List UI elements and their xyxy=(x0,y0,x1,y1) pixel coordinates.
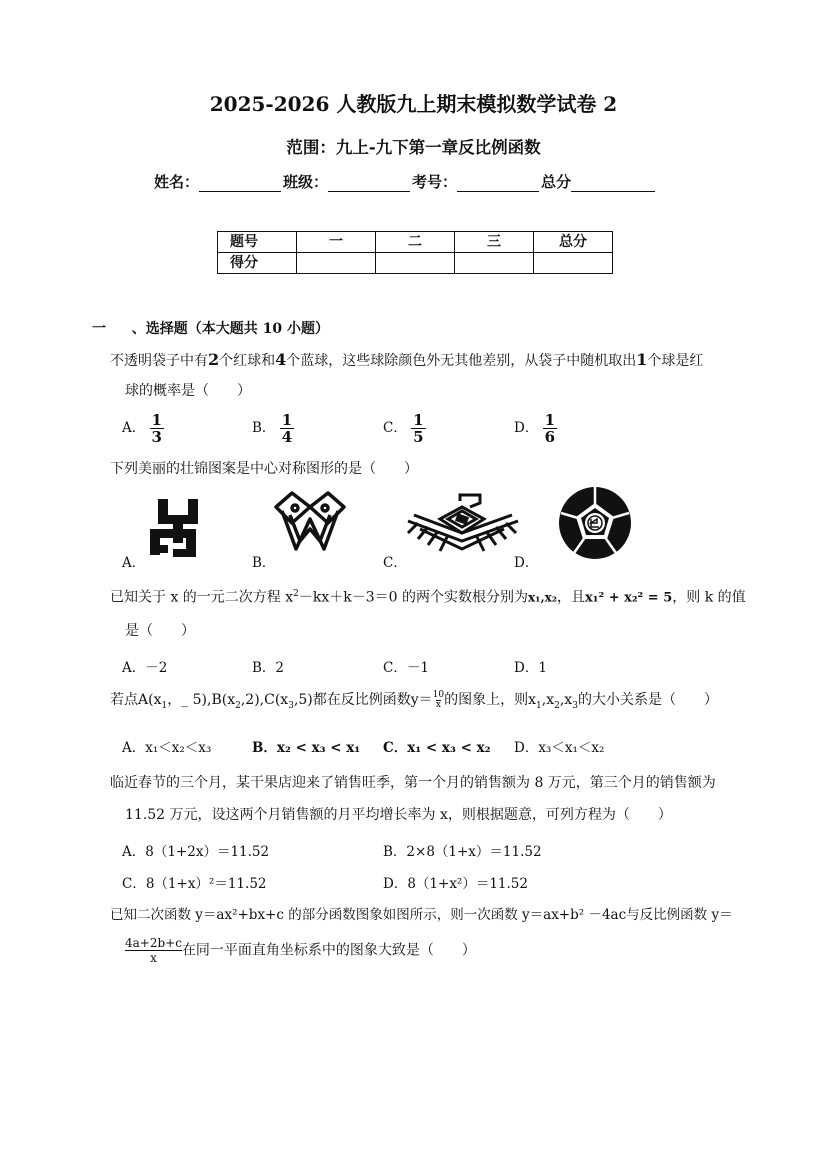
q1-option-d[interactable] xyxy=(514,412,557,445)
q4-option-d[interactable]: D．x₃＜x₁＜x₂ xyxy=(514,740,605,756)
q4-text: ,x xyxy=(541,692,555,708)
q4-text: ，_ 5),B(x xyxy=(167,692,236,708)
q3-roots: x₁,x₂ xyxy=(528,590,558,605)
student-info-row xyxy=(154,171,657,192)
q6-fraction: $\frac{4a+2b+c}{x}$ xyxy=(125,936,182,965)
score-table-cell: 题号 xyxy=(218,232,297,253)
q6-text: 在同一平面直角坐标系中的图象大致是（ ） xyxy=(181,942,476,959)
option-label: C． xyxy=(383,420,407,436)
class-blank[interactable] xyxy=(328,173,410,192)
q1-text: 个蓝球，这些球除颜色外无其他差别，从袋子中随机取出 xyxy=(286,353,637,369)
score-table-header-row xyxy=(218,232,613,253)
brocade-pattern-a-image[interactable] xyxy=(148,497,208,559)
score-table-cell: 总分 xyxy=(534,232,613,253)
q1-number: 4 xyxy=(275,350,287,369)
option-label: B． xyxy=(252,420,276,436)
score-table xyxy=(217,231,613,274)
option-label: A． xyxy=(122,420,146,436)
q4-text: ,5)都在反比例函数y＝ xyxy=(293,692,433,708)
q3-condition: x₁² + x₂² = 5 xyxy=(585,590,673,606)
class-label: 班级： xyxy=(283,173,329,191)
question-3-line-2: 是（ ） xyxy=(125,623,195,639)
q4-text: 若点A(x xyxy=(110,692,162,708)
option-label: D． xyxy=(514,420,539,436)
exam-title: 2025-2026 人教版九上期末模拟数学试卷 2 xyxy=(209,92,618,116)
question-6-line-2 xyxy=(125,936,476,965)
question-6-line-1: 已知二次函数 y＝ax²+bx+c 的部分函数图象如图所示，则一次函数 y＝ax+b² －4ac与反比例函数 y＝ xyxy=(110,907,733,923)
q3-text: ，则 k 的值 xyxy=(672,589,746,606)
fraction: $\frac{1}{6}$ xyxy=(544,411,556,446)
total-blank[interactable] xyxy=(571,173,655,192)
q2-option-d-label: D． xyxy=(514,555,539,571)
brocade-pattern-d-image[interactable] xyxy=(556,485,634,561)
q3-text: －kx＋k－3＝0 的两个实数根分别为 xyxy=(298,589,529,606)
q4-fraction: $\frac{10}{x}$ xyxy=(432,689,445,710)
q3-option-d[interactable]: D．1 xyxy=(514,660,547,676)
q3-option-a[interactable]: A．－2 xyxy=(122,660,168,676)
q1-text: 个球是红 xyxy=(647,353,704,369)
q4-text: 的大小关系是（ ） xyxy=(577,692,718,708)
q4-option-b[interactable]: B．x₂ < x₃ < x₁ xyxy=(252,740,361,756)
q5-option-a[interactable]: A．8（1+2x）＝11.52 xyxy=(122,844,270,860)
section-heading xyxy=(92,318,329,338)
score-table-score-row xyxy=(218,253,613,274)
q3-option-c[interactable]: C．－1 xyxy=(383,660,429,676)
exam-no-label: 考号： xyxy=(412,173,458,191)
score-input-cell[interactable] xyxy=(297,253,376,274)
fraction: $\frac{1}{3}$ xyxy=(151,411,162,446)
q4-text: 的图象上，则x xyxy=(444,692,537,708)
name-label: 姓名： xyxy=(154,173,200,191)
q2-option-c-label: C． xyxy=(383,555,407,571)
fraction: $\frac{1}{4}$ xyxy=(281,411,293,446)
brocade-pattern-b-image[interactable] xyxy=(272,489,348,561)
question-1-line-2: 球的概率是（ ） xyxy=(125,383,251,399)
total-label: 总分 xyxy=(541,173,572,191)
q4-option-a[interactable]: A．x₁＜x₂＜x₃ xyxy=(122,740,212,756)
section-title: 、选择题（本大题共 10 小题） xyxy=(131,321,329,337)
q5-option-d[interactable]: D．8（1+x²）＝11.52 xyxy=(383,876,528,892)
q3-option-b[interactable]: B．2 xyxy=(252,660,285,676)
q1-option-c[interactable] xyxy=(383,412,426,445)
q1-number: 2 xyxy=(208,350,220,369)
exam-subtitle: 范围：九上-九下第一章反比例函数 xyxy=(286,138,541,157)
exam-no-blank[interactable] xyxy=(457,173,539,192)
score-input-cell[interactable] xyxy=(455,253,534,274)
section-number: 一 xyxy=(92,321,106,337)
q4-text: ,2),C(x xyxy=(240,692,289,708)
q1-option-a[interactable] xyxy=(122,412,164,445)
question-3-line-1: 已知关于 x 的一元二次方程 $x^2-kx+k-3=0$ 的两个实数根分别为x₁,x₂，且x₁² + x₂² = 5，则 k 的值 xyxy=(110,589,746,606)
q5-option-c[interactable]: C．8（1+x）²＝11.52 xyxy=(122,876,267,892)
score-table-cell: 得分 xyxy=(218,253,297,274)
score-input-cell[interactable] xyxy=(534,253,613,274)
fraction: $\frac{1}{5}$ xyxy=(413,411,424,446)
q5-option-b[interactable]: B．2×8（1+x）＝11.52 xyxy=(383,844,542,860)
q4-text: ,x xyxy=(559,692,573,708)
brocade-pattern-c-image[interactable] xyxy=(404,489,522,563)
question-5-line-1: 临近春节的三个月，某干果店迎来了销售旺季，第一个月的销售额为 8 万元，第三个月的销售额为 xyxy=(110,775,716,791)
q2-option-a-label: A． xyxy=(122,555,146,571)
q1-text: 个红球和 xyxy=(219,353,276,369)
score-table-cell: 三 xyxy=(455,232,534,253)
q1-option-b[interactable] xyxy=(252,412,294,445)
q2-option-b-label: B． xyxy=(252,555,276,571)
q1-number: 1 xyxy=(636,350,648,369)
score-input-cell[interactable] xyxy=(376,253,455,274)
name-blank[interactable] xyxy=(199,173,281,192)
score-table-cell: 一 xyxy=(297,232,376,253)
q3-text: 已知关于 x 的一元二次方程 x xyxy=(110,589,294,606)
question-1-line-1 xyxy=(110,350,703,371)
q4-option-c[interactable]: C．x₁ < x₃ < x₂ xyxy=(383,740,491,756)
question-4-stem: 若点$A(x_1$，_ $5),B(x_2,2),C(x_3,5)$都在反比例函数y＝ $\frac{10}{x}$ 的图象上，则$x_1,x_2,x_3$的大小关系是（ ） xyxy=(110,689,718,711)
q1-text: 不透明袋子中有 xyxy=(110,353,208,369)
question-5-line-2: 11.52 万元，设这两个月销售额的月平均增长率为 x，则根据题意，可列方程为（ ） xyxy=(125,807,672,823)
q3-text: ，且 xyxy=(557,589,586,606)
score-table-cell: 二 xyxy=(376,232,455,253)
question-2-stem: 下列美丽的壮锦图案是中心对称图形的是（ ） xyxy=(110,461,418,477)
